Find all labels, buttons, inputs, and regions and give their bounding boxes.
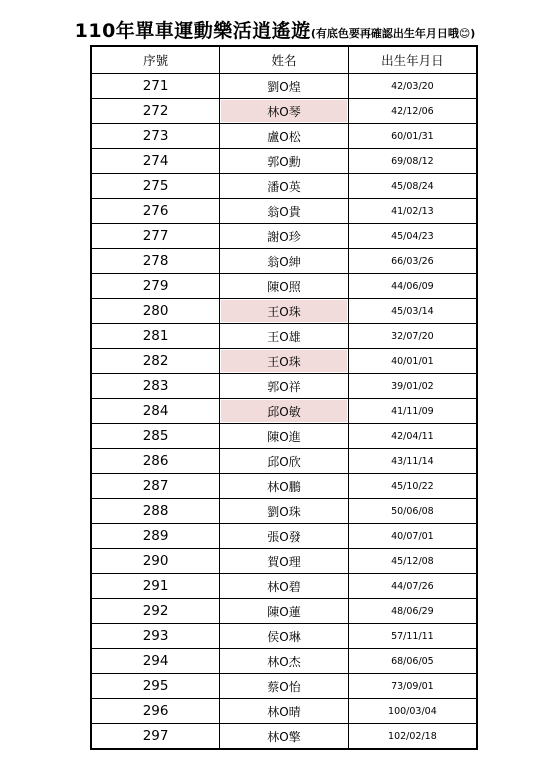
column-header-name: 姓名	[220, 46, 349, 74]
cell-number: 275	[91, 174, 220, 199]
cell-number: 285	[91, 424, 220, 449]
cell-name	[220, 399, 349, 424]
cell-birthdate: 45/10/22	[348, 474, 477, 499]
name-text: 侯O琳	[267, 629, 301, 644]
name-text: 林O鵬	[267, 479, 301, 494]
name-text: 陳O進	[267, 429, 301, 444]
name-text: 謝O珍	[267, 229, 301, 244]
cell-name	[220, 549, 349, 574]
cell-name	[220, 599, 349, 624]
name-text: 翁O貴	[267, 204, 301, 219]
name-text: 林O杰	[267, 654, 301, 669]
highlighted-name: 王O珠	[221, 350, 347, 372]
cell-number: 277	[91, 224, 220, 249]
cell-birthdate: 45/12/08	[348, 549, 477, 574]
table-row	[91, 399, 477, 424]
table-row	[91, 499, 477, 524]
cell-birthdate: 60/01/31	[348, 124, 477, 149]
column-header-number: 序號	[91, 46, 220, 74]
name-text: 張O發	[267, 529, 301, 544]
cell-name	[220, 524, 349, 549]
table-row	[91, 374, 477, 399]
table-row	[91, 699, 477, 724]
cell-birthdate: 42/04/11	[348, 424, 477, 449]
name-text: 劉O煌	[267, 79, 301, 94]
cell-number: 278	[91, 249, 220, 274]
name-text: 盧O松	[267, 129, 301, 144]
cell-name	[220, 199, 349, 224]
cell-birthdate: 57/11/11	[348, 624, 477, 649]
cell-birthdate: 40/01/01	[348, 349, 477, 374]
cell-number: 297	[91, 724, 220, 750]
name-text: 賀O理	[267, 554, 301, 569]
cell-number: 289	[91, 524, 220, 549]
table-row	[91, 674, 477, 699]
cell-name	[220, 324, 349, 349]
cell-birthdate: 32/07/20	[348, 324, 477, 349]
table-row	[91, 549, 477, 574]
name-text: 陳O照	[267, 279, 301, 294]
cell-name	[220, 299, 349, 324]
name-text: 翁O紳	[267, 254, 301, 269]
table-row	[91, 174, 477, 199]
table-row	[91, 599, 477, 624]
cell-name	[220, 274, 349, 299]
cell-number: 276	[91, 199, 220, 224]
cell-name	[220, 149, 349, 174]
cell-name	[220, 424, 349, 449]
cell-name	[220, 74, 349, 99]
cell-birthdate: 66/03/26	[348, 249, 477, 274]
name-text: 郭O祥	[267, 379, 301, 394]
column-header-birthdate: 出生年月日	[348, 46, 477, 74]
cell-birthdate: 42/12/06	[348, 99, 477, 124]
table-row	[91, 449, 477, 474]
cell-birthdate: 41/11/09	[348, 399, 477, 424]
cell-number: 273	[91, 124, 220, 149]
table-row	[91, 99, 477, 124]
cell-birthdate: 45/04/23	[348, 224, 477, 249]
table-header-row	[91, 46, 477, 74]
name-text: 林O擎	[267, 729, 301, 744]
table-row	[91, 324, 477, 349]
cell-number: 290	[91, 549, 220, 574]
table-row	[91, 649, 477, 674]
cell-number: 291	[91, 574, 220, 599]
cell-birthdate: 100/03/04	[348, 699, 477, 724]
table-row	[91, 474, 477, 499]
cell-birthdate: 43/11/14	[348, 449, 477, 474]
name-text: 王O雄	[267, 329, 301, 344]
cell-number: 296	[91, 699, 220, 724]
highlighted-name: 王O珠	[221, 300, 347, 322]
table-row	[91, 424, 477, 449]
name-text: 林O晴	[267, 704, 301, 719]
cell-birthdate: 44/07/26	[348, 574, 477, 599]
cell-name	[220, 649, 349, 674]
table-row	[91, 724, 477, 750]
cell-name	[220, 499, 349, 524]
cell-birthdate: 69/08/12	[348, 149, 477, 174]
table-row	[91, 524, 477, 549]
cell-number: 292	[91, 599, 220, 624]
cell-name	[220, 224, 349, 249]
name-text: 陳O蓮	[267, 604, 301, 619]
cell-birthdate: 45/03/14	[348, 299, 477, 324]
highlighted-name: 林O琴	[221, 100, 347, 122]
cell-number: 294	[91, 649, 220, 674]
table-row	[91, 574, 477, 599]
table-row	[91, 199, 477, 224]
cell-name	[220, 674, 349, 699]
cell-name	[220, 374, 349, 399]
document-title	[0, 16, 550, 43]
cell-name	[220, 574, 349, 599]
cell-number: 286	[91, 449, 220, 474]
name-text: 郭O勳	[267, 154, 301, 169]
title-main: 110年單車運動樂活逍遙遊	[74, 20, 311, 42]
cell-birthdate: 39/01/02	[348, 374, 477, 399]
name-text: 劉O珠	[267, 504, 301, 519]
cell-birthdate: 41/02/13	[348, 199, 477, 224]
table-row	[91, 274, 477, 299]
name-text: 林O碧	[267, 579, 301, 594]
cell-name	[220, 624, 349, 649]
highlighted-name: 邱O敏	[221, 400, 347, 422]
cell-number: 280	[91, 299, 220, 324]
cell-name	[220, 349, 349, 374]
table-row	[91, 149, 477, 174]
cell-birthdate: 73/09/01	[348, 674, 477, 699]
cell-number: 272	[91, 99, 220, 124]
cell-birthdate: 40/07/01	[348, 524, 477, 549]
table-row	[91, 349, 477, 374]
title-note: (有底色要再確認出生年月日哦😊)	[310, 27, 476, 40]
cell-number: 295	[91, 674, 220, 699]
name-text: 邱O欣	[267, 454, 301, 469]
cell-number: 271	[91, 74, 220, 99]
participant-table	[90, 45, 478, 750]
cell-birthdate: 44/06/09	[348, 274, 477, 299]
cell-number: 279	[91, 274, 220, 299]
cell-number: 282	[91, 349, 220, 374]
cell-number: 287	[91, 474, 220, 499]
cell-number: 284	[91, 399, 220, 424]
table-row	[91, 124, 477, 149]
cell-name	[220, 724, 349, 750]
cell-name	[220, 124, 349, 149]
table-row	[91, 624, 477, 649]
cell-number: 281	[91, 324, 220, 349]
cell-birthdate: 102/02/18	[348, 724, 477, 750]
cell-name	[220, 474, 349, 499]
name-text: 蔡O怡	[267, 679, 301, 694]
table-row	[91, 299, 477, 324]
cell-birthdate: 50/06/08	[348, 499, 477, 524]
cell-name	[220, 249, 349, 274]
cell-birthdate: 48/06/29	[348, 599, 477, 624]
cell-name	[220, 449, 349, 474]
cell-number: 288	[91, 499, 220, 524]
table-row	[91, 74, 477, 99]
cell-birthdate: 42/03/20	[348, 74, 477, 99]
cell-birthdate: 68/06/05	[348, 649, 477, 674]
cell-name	[220, 99, 349, 124]
table-row	[91, 249, 477, 274]
cell-birthdate: 45/08/24	[348, 174, 477, 199]
table-row	[91, 224, 477, 249]
name-text: 潘O英	[267, 179, 301, 194]
cell-name	[220, 699, 349, 724]
cell-number: 283	[91, 374, 220, 399]
cell-number: 274	[91, 149, 220, 174]
cell-number: 293	[91, 624, 220, 649]
cell-name	[220, 174, 349, 199]
